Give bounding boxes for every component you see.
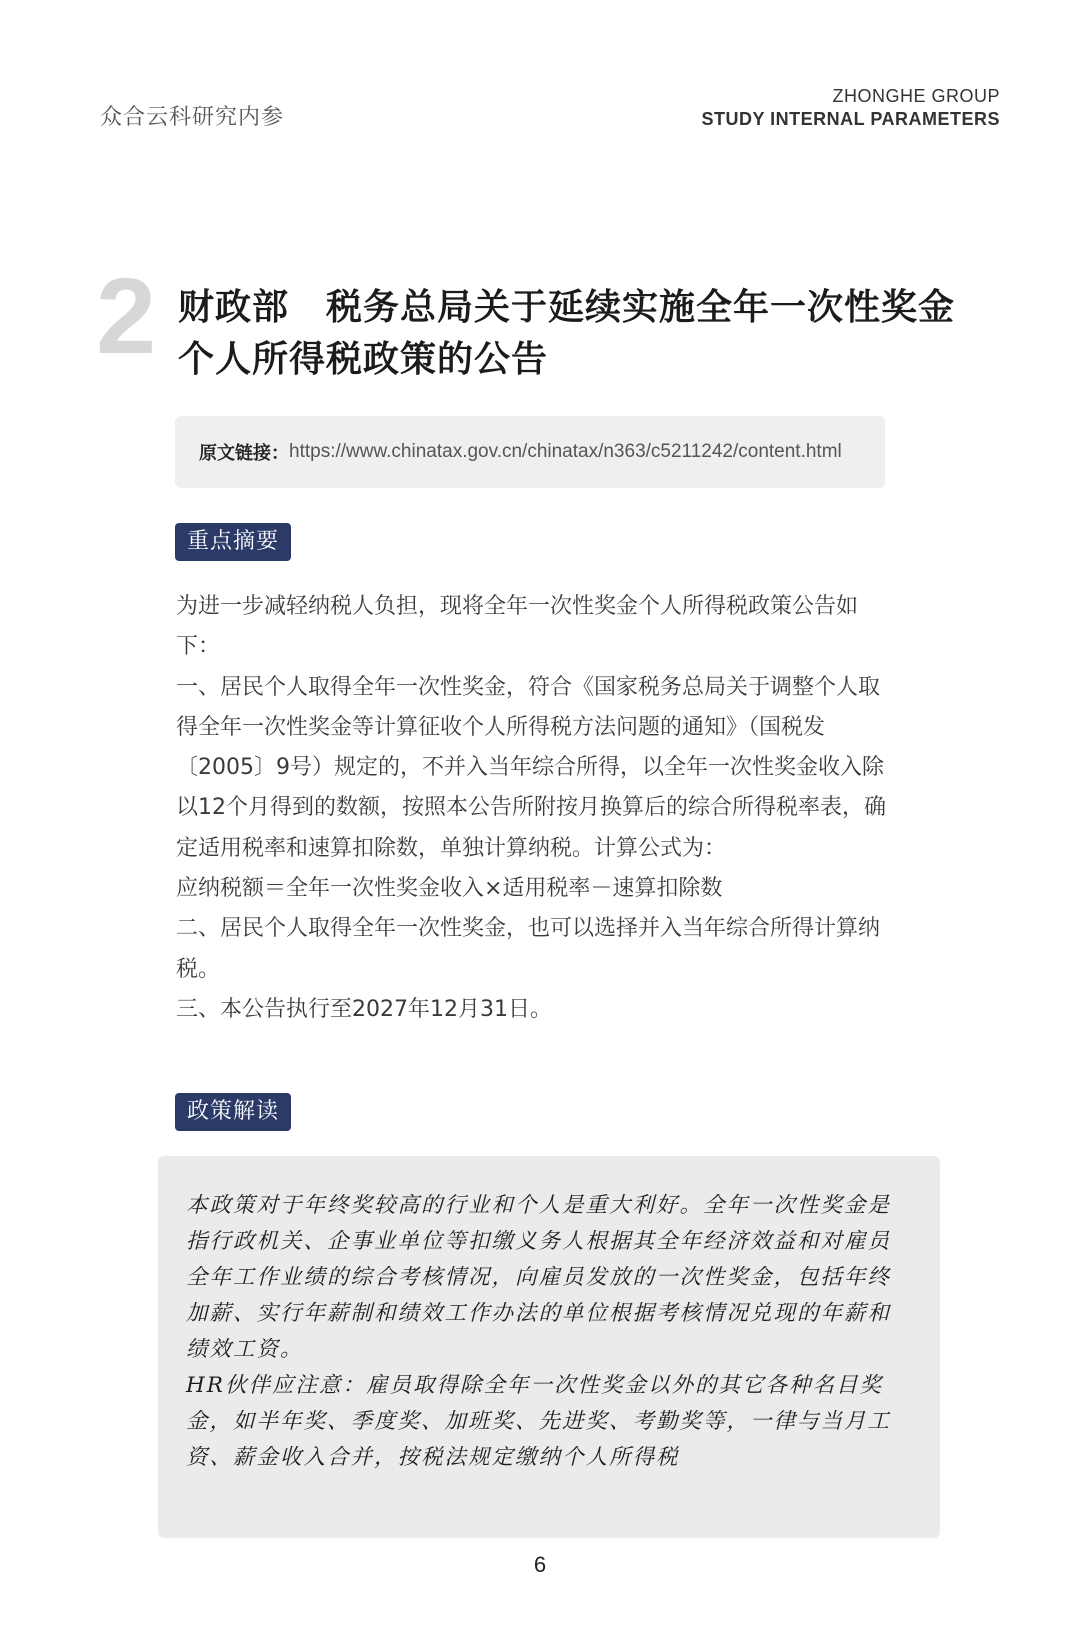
summary-paragraph: 二、居民个人取得全年一次性奖金，也可以选择并入当年综合所得计算纳税。 <box>176 916 881 982</box>
source-link-url[interactable]: https://www.chinatax.gov.cn/chinatax/n363/c5211242/content.html <box>289 441 842 462</box>
header-publication-name: 众合云科研究内参 <box>100 105 285 130</box>
header-group-line2: STUDY INTERNAL PARAMETERS <box>701 109 1000 129</box>
policy-reading-box <box>158 1156 940 1538</box>
summary-paragraph: 一、居民个人取得全年一次性奖金，符合《国家税务总局关于调整个人取得全年一次性奖金等计算征收个人所得税方法问题的通知》（国税发〔2005〕9号）规定的，不并入当年综合所得，以全年一次性奖金收入除以12个月得到的数额，按照本公告所附按月换算后的综合所得税率表，确定适用税率和速算扣除数，单独计算纳税。计算公式为： <box>176 674 886 861</box>
section-number: 2 <box>96 255 157 376</box>
policy-tag: 政策解读 <box>175 1093 291 1131</box>
page-number: 6 <box>533 1552 547 1577</box>
summary-formula: 应纳税额＝全年一次性奖金收入×适用税率－速算扣除数 <box>176 876 723 902</box>
page-title: 财政部 税务总局关于延续实施全年一次性奖金个人所得税政策的公告 <box>178 287 956 380</box>
policy-paragraph: HR伙伴应注意：雇员取得除全年一次性奖金以外的其它各种名目奖金，如半年奖、季度奖、加班奖、先进奖、考勤奖等，一律与当月工资、薪金收入合并，按税法规定缴纳个人所得税 <box>186 1373 892 1470</box>
summary-body <box>176 587 896 1030</box>
policy-paragraph: 本政策对于年终奖较高的行业和个人是重大利好。全年一次性奖金是指行政机关、企事业单位等扣缴义务人根据其全年经济效益和对雇员全年工作业绩的综合考核情况，向雇员发放的一次性奖金，包括年终加薪、实行年薪制和绩效工作办法的单位根据考核情况兑现的年薪和绩效工资。 <box>186 1193 892 1362</box>
header-group-name <box>701 86 1000 130</box>
source-link-box <box>175 416 885 488</box>
summary-paragraph: 三、本公告执行至2027年12月31日。 <box>176 996 552 1022</box>
summary-paragraph: 为进一步减轻纳税人负担，现将全年一次性奖金个人所得税政策公告如下： <box>176 594 859 660</box>
summary-tag: 重点摘要 <box>175 523 291 561</box>
header-group-line1: ZHONGHE GROUP <box>832 86 1000 106</box>
source-link-label: 原文链接： <box>199 443 289 464</box>
